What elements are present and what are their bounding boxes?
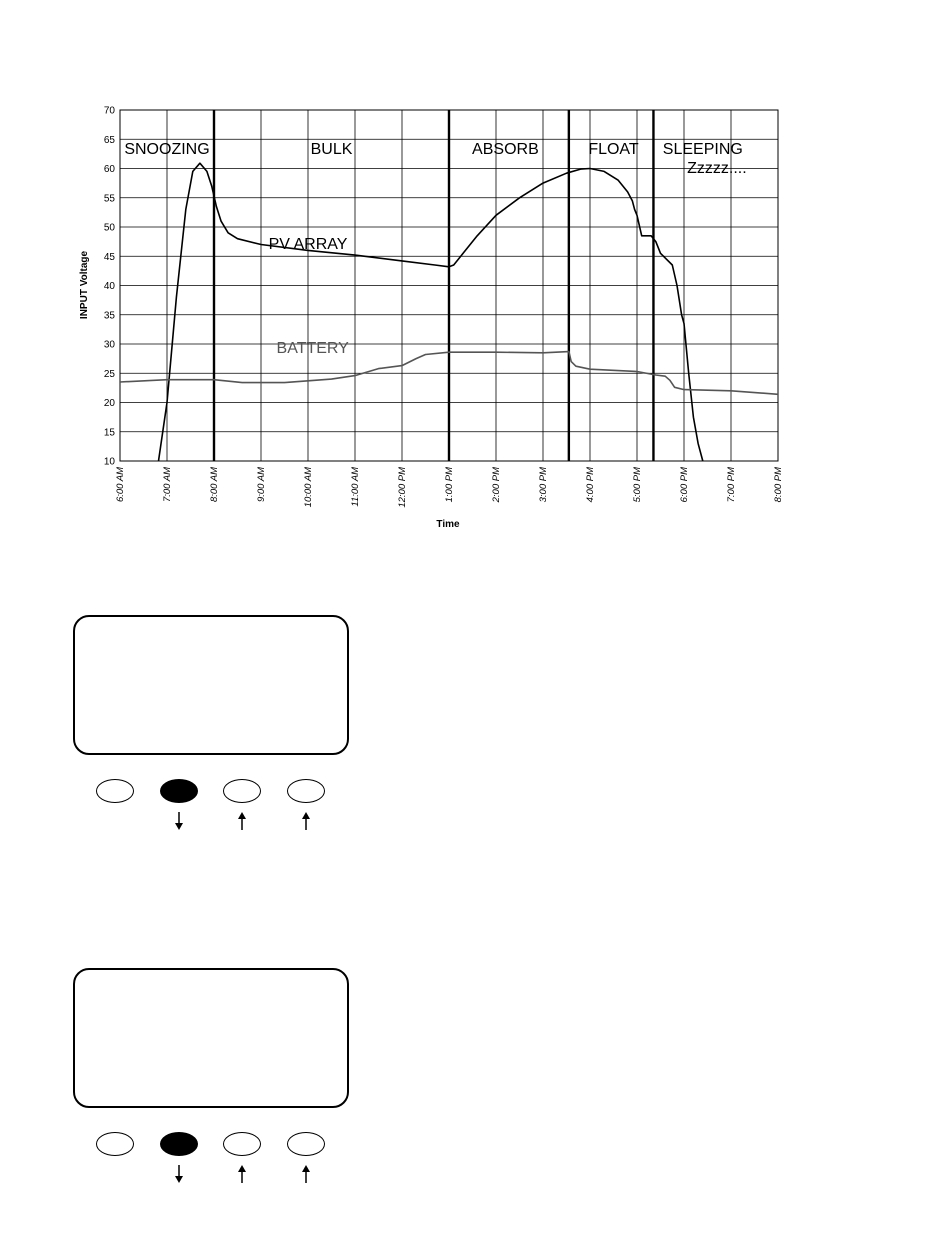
- arrow-up-icon: [236, 811, 248, 831]
- x-axis-title: Time: [436, 519, 460, 530]
- x-tick-label: 5:00 PM: [632, 467, 643, 503]
- arrow-up-icon: [300, 811, 312, 831]
- x-tick-label: 1:00 PM: [444, 467, 455, 503]
- x-tick-label: 8:00 PM: [773, 467, 784, 503]
- y-axis-ticks: [104, 106, 116, 468]
- y-tick-label: 35: [103, 310, 115, 322]
- y-tick-label: 55: [103, 193, 115, 205]
- y-tick-label: 10: [103, 456, 115, 468]
- button-3[interactable]: [223, 1132, 261, 1156]
- y-tick-label: 65: [103, 134, 115, 146]
- y-tick-label: 40: [103, 281, 115, 292]
- series-label: PV ARRAY: [268, 236, 348, 254]
- x-tick-label: 9:00 AM: [256, 467, 267, 503]
- x-tick-label: 12:00 PM: [397, 467, 408, 508]
- lcd-screen: [73, 968, 349, 1108]
- arrow-up-icon: [300, 1164, 312, 1184]
- x-tick-label: 7:00 AM: [162, 467, 173, 503]
- y-axis-title: INPUT Voltage: [79, 250, 90, 320]
- y-tick-label: 25: [103, 368, 115, 380]
- charge-cycle-chart: [0, 0, 950, 540]
- phase-label: FLOAT: [588, 140, 639, 158]
- y-tick-label: 60: [103, 164, 115, 175]
- x-tick-label: 6:00 AM: [115, 467, 126, 503]
- series-line-pv-array: [159, 163, 703, 461]
- phase-label: SNOOZING: [124, 140, 210, 158]
- lcd-screen: [73, 615, 349, 755]
- y-tick-label: 45: [103, 251, 115, 263]
- button-2[interactable]: [160, 779, 198, 803]
- phase-label: SLEEPING: [662, 140, 743, 158]
- button-3[interactable]: [223, 779, 261, 803]
- button-4[interactable]: [287, 779, 325, 803]
- y-tick-label: 15: [103, 427, 115, 439]
- x-tick-label: 2:00 PM: [491, 467, 502, 503]
- phase-label: BULK: [310, 140, 353, 158]
- x-tick-label: 3:00 PM: [538, 467, 549, 503]
- button-1[interactable]: [96, 1132, 134, 1156]
- arrow-down-icon: [173, 811, 185, 831]
- y-tick-label: 70: [103, 105, 115, 117]
- series-label: BATTERY: [276, 339, 349, 357]
- phase-label: Zzzzz....: [687, 160, 747, 178]
- y-tick-label: 50: [103, 222, 115, 234]
- y-tick-label: 20: [103, 398, 115, 409]
- phase-label: ABSORB: [472, 140, 539, 158]
- x-tick-label: 4:00 PM: [585, 467, 596, 503]
- button-1[interactable]: [96, 779, 134, 803]
- y-tick-label: 30: [103, 339, 115, 351]
- x-tick-label: 7:00 PM: [726, 467, 737, 503]
- x-tick-label: 6:00 PM: [679, 467, 690, 503]
- x-axis-ticks: [115, 467, 784, 508]
- arrow-up-icon: [236, 1164, 248, 1184]
- x-tick-label: 10:00 AM: [303, 467, 314, 508]
- arrow-down-icon: [173, 1164, 185, 1184]
- x-tick-label: 11:00 AM: [350, 467, 361, 507]
- button-2[interactable]: [160, 1132, 198, 1156]
- button-4[interactable]: [287, 1132, 325, 1156]
- x-tick-label: 8:00 AM: [209, 467, 220, 503]
